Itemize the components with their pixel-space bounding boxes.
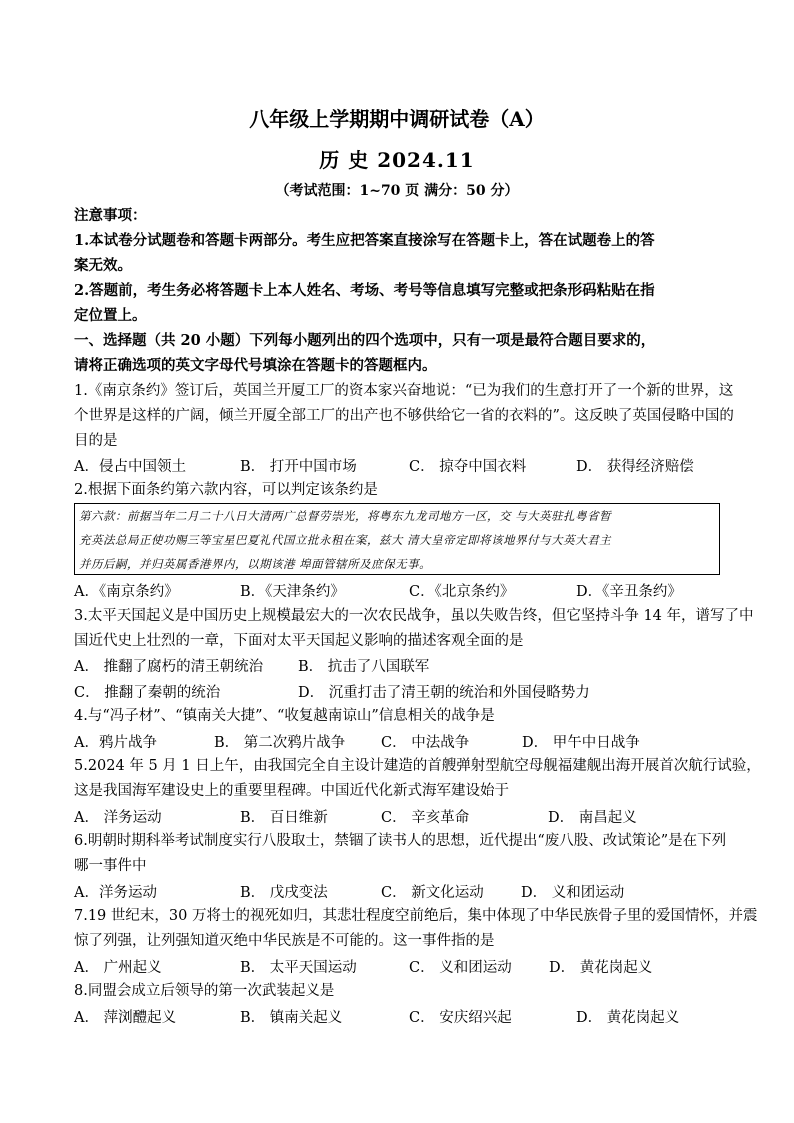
question-1-option-d[interactable]: D． 获得经济赔偿 bbox=[576, 459, 694, 475]
question-5-options bbox=[74, 806, 734, 826]
question-3-options-row-1 bbox=[74, 655, 734, 675]
treaty-excerpt-line-2: 充英法总局正使功赐三等宝星巴夏礼代国立批永租在案，兹大 清大皇帝定即将该地界付与大英大君主 bbox=[79, 533, 612, 547]
question-5-option-b[interactable]: B． 百日维新 bbox=[240, 810, 328, 826]
question-2-option-d[interactable]: D．《辛丑条约》 bbox=[576, 584, 682, 600]
question-1-stem-line-1: 1.《南京条约》签订后，英国兰开厦工厂的资本家兴奋地说：“已为我们的生意打开了一个新的世界，这 bbox=[74, 383, 734, 399]
question-2-option-a[interactable]: A．《南京条约》 bbox=[74, 584, 179, 600]
question-2-option-b[interactable]: B．《天津条约》 bbox=[240, 584, 345, 600]
notice-item-1-line-1: 1.本试卷分试题卷和答题卡两部分。考生应把答案直接涂写在答题卡上，答在试题卷上的答 bbox=[74, 232, 655, 249]
question-7-option-a[interactable]: A． 广州起义 bbox=[74, 960, 162, 976]
treaty-excerpt-box bbox=[74, 503, 720, 575]
question-4-stem: 4.与“冯子材”、“镇南关大捷”、“收复越南谅山”信息相关的战争是 bbox=[74, 708, 495, 724]
question-7-option-b[interactable]: B． 太平天国运动 bbox=[240, 960, 357, 976]
question-8-options bbox=[74, 1006, 734, 1026]
question-5-stem-line-1: 5.2024 年 5 月 1 日上午，由我国完全自主设计建造的首艘弹射型航空母舰福建舰出海开展首次航行试验， bbox=[74, 758, 761, 774]
question-8-stem: 8.同盟会成立后领导的第一次武装起义是 bbox=[74, 983, 335, 999]
notice-heading: 注意事项： bbox=[74, 207, 147, 224]
notice-item-2-line-2: 定位置上。 bbox=[74, 307, 147, 324]
question-3-stem-line-2: 国近代史上壮烈的一章，下面对太平天国起义影响的描述客观全面的是 bbox=[74, 633, 524, 649]
question-4-option-a[interactable]: A．鸦片战争 bbox=[74, 735, 157, 751]
question-5-option-c[interactable]: C． 辛亥革命 bbox=[381, 810, 470, 826]
question-6-stem-line-1: 6.明朝时期科举考试制度实行八股取士，禁锢了读书人的思想，近代提出“废八股、改试策论”是在下列 bbox=[74, 833, 727, 849]
question-1-stem-line-3: 目的是 bbox=[74, 433, 118, 449]
question-8-option-c[interactable]: C． 安庆绍兴起 bbox=[409, 1010, 512, 1026]
exam-subject: 历 史 2024.11 bbox=[319, 148, 475, 172]
question-4-option-b[interactable]: B． 第二次鸦片战争 bbox=[214, 735, 346, 751]
question-1-options bbox=[74, 455, 734, 475]
treaty-excerpt-line-3: 并历后嗣，并归英属香港界内，以期该港 埠面管辖所及庶保无事。 bbox=[79, 557, 432, 571]
exam-scope: （考试范围：1~70 页 满分：50 分） bbox=[275, 183, 519, 199]
question-3-option-a[interactable]: A． 推翻了腐朽的清王朝统治 bbox=[74, 659, 264, 675]
question-7-option-c[interactable]: C． 义和团运动 bbox=[409, 960, 512, 976]
question-2-option-c[interactable]: C．《北京条约》 bbox=[409, 584, 515, 600]
exam-title: 八年级上学期期中调研试卷（A） bbox=[249, 107, 545, 131]
question-5-stem-line-2: 这是我国海军建设史上的重要里程碑。中国近代化新式海军建设始于 bbox=[74, 783, 509, 799]
question-6-option-a[interactable]: A．洋务运动 bbox=[74, 885, 157, 901]
section-1-instruction-line-2: 请将正确选项的英文字母代号填涂在答题卡的答题框内。 bbox=[74, 357, 437, 374]
question-3-option-b[interactable]: B． 抗击了八国联军 bbox=[298, 659, 430, 675]
question-6-option-c[interactable]: C． 新文化运动 bbox=[381, 885, 484, 901]
question-3-options-row-2 bbox=[74, 681, 734, 701]
question-8-option-a[interactable]: A． 萍浏醴起义 bbox=[74, 1010, 177, 1026]
question-2-stem: 2.根据下面条约第六款内容，可以判定该条约是 bbox=[74, 482, 378, 498]
question-8-option-d[interactable]: D． 黄花岗起义 bbox=[576, 1010, 680, 1026]
question-4-option-c[interactable]: C． 中法战争 bbox=[381, 735, 470, 751]
question-7-options bbox=[74, 956, 734, 976]
question-1-option-c[interactable]: C． 掠夺中国衣料 bbox=[409, 459, 527, 475]
question-7-stem-line-2: 惊了列强，让列强知道灭绝中华民族是不可能的。这一事件指的是 bbox=[74, 933, 495, 949]
question-6-stem-line-2: 哪一事件中 bbox=[74, 858, 147, 874]
question-1-stem-line-2: 个世界是这样的广阔，倾兰开厦全部工厂的出产也不够供给它一省的衣料的”。这反映了英国侵略中国的 bbox=[74, 408, 734, 424]
question-2-options bbox=[74, 580, 734, 600]
question-7-option-d[interactable]: D． 黄花岗起义 bbox=[549, 960, 653, 976]
question-6-option-b[interactable]: B． 戊戌变法 bbox=[240, 885, 328, 901]
notice-item-2-line-1: 2.答题前，考生务必将答题卡上本人姓名、考场、考号等信息填写完整或把条形码粘贴在指 bbox=[74, 282, 655, 299]
question-3-option-d[interactable]: D． 沉重打击了清王朝的统治和外国侵略势力 bbox=[298, 685, 590, 701]
question-1-option-b[interactable]: B． 打开中国市场 bbox=[240, 459, 357, 475]
question-5-option-d[interactable]: D． 南昌起义 bbox=[548, 810, 637, 826]
question-3-option-c[interactable]: C． 推翻了秦朝的统治 bbox=[74, 685, 221, 701]
question-4-options bbox=[74, 731, 734, 751]
notice-item-1-line-2: 案无效。 bbox=[74, 257, 132, 274]
question-1-option-a[interactable]: A．侵占中国领土 bbox=[74, 459, 186, 475]
question-6-options bbox=[74, 881, 734, 901]
question-3-stem-line-1: 3.太平天国起义是中国历史上规模最宏大的一次农民战争，虽以失败告终，但它坚持斗争 14 年，谱写了中 bbox=[74, 608, 754, 624]
question-8-option-b[interactable]: B． 镇南关起义 bbox=[240, 1010, 343, 1026]
question-7-stem-line-1: 7.19 世纪末，30 万将士的视死如归，其悲壮程度空前绝后，集中体现了中华民族骨子里的爱国情怀，并震 bbox=[74, 908, 758, 924]
question-6-option-d[interactable]: D． 义和团运动 bbox=[521, 885, 625, 901]
treaty-excerpt-line-1: 第六款：前据当年二月二十八日大清两广总督劳崇光，将粤东九龙司地方一区，交 与大英驻扎粤省暂 bbox=[79, 509, 612, 523]
question-4-option-d[interactable]: D． 甲午中日战争 bbox=[522, 735, 640, 751]
section-1-instruction-line-1: 一、选择题（共 20 小题）下列每小题列出的四个选项中，只有一项是最符合题目要求的， bbox=[74, 332, 656, 349]
question-5-option-a[interactable]: A． 洋务运动 bbox=[74, 810, 162, 826]
